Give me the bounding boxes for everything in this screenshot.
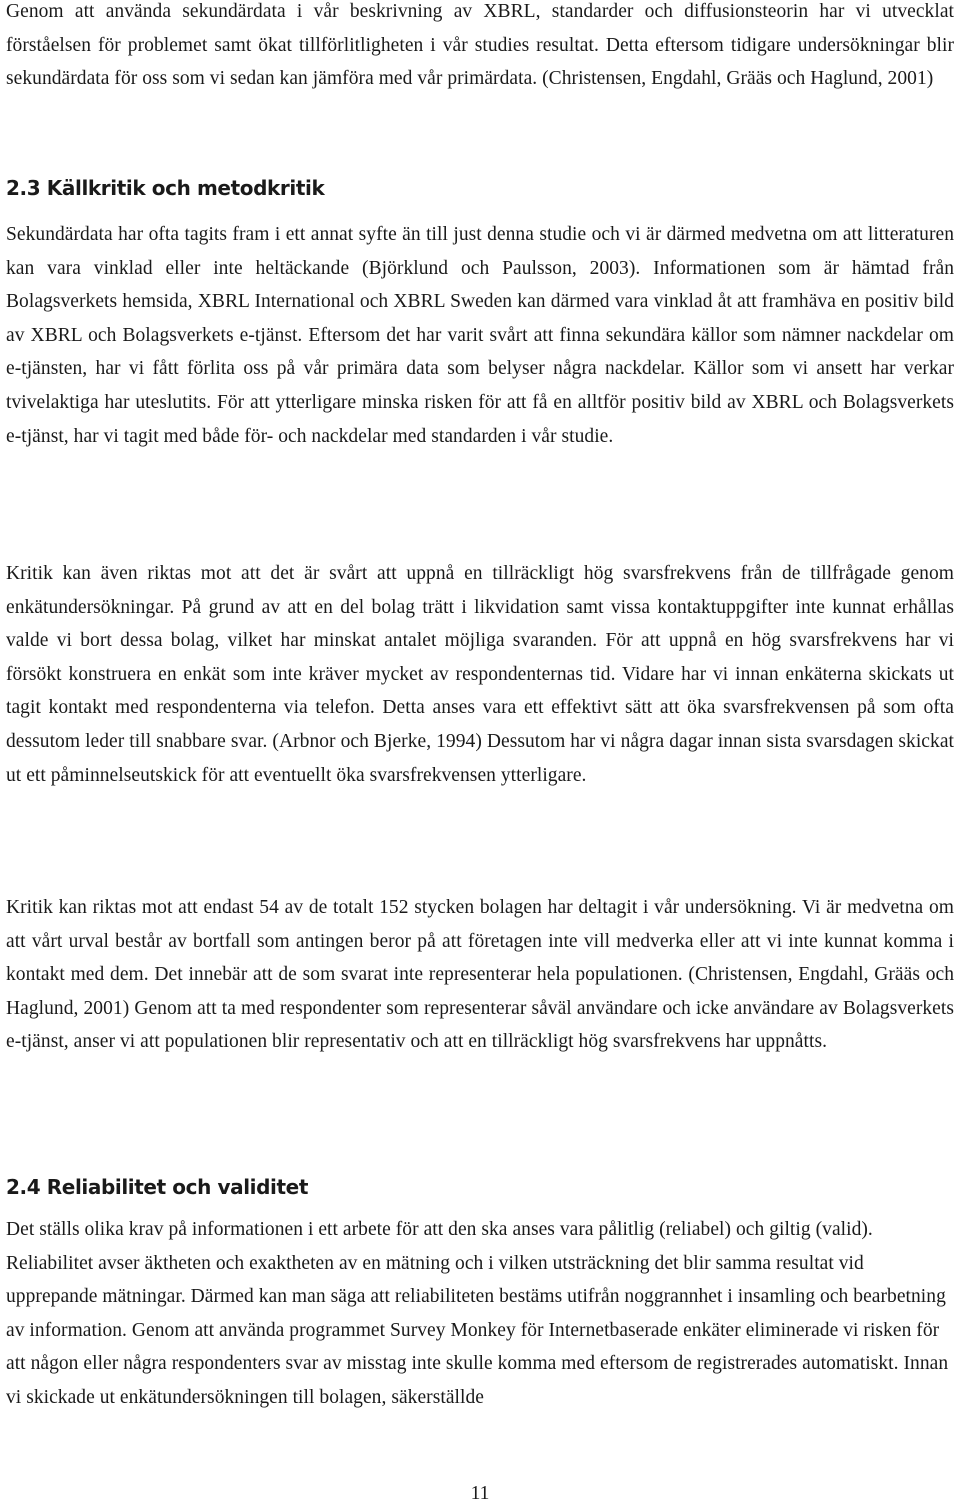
paragraph-sekundardata: Sekundärdata har ofta tagits fram i ett annat syfte än till just denna studie och vi är därmed medvetna om att litteraturen kan vara vinklad eller inte heltäckande (Björklund och Paulsson, 2003). Informationen som är hämtad från Bolagsverkets hemsida, XBRL International och XBRL Sweden kan därmed vara vinklad åt att framhäva en positiv bild av XBRL och Bolagsverkets e-tjänst. Eftersom det har varit svårt att finna sekundära källor som nämner nackdelar om e-tjänsten, har vi fått förlita oss på vår primära data som belyser några nackdelar. Källor som vi ansett har verkar tvivelaktiga har uteslutits. För att ytterligare minska risken för att få en alltför positiv bild av XBRL och Bolagsverkets e-tjänst, har vi tagit med både för- och nackdelar med standarden i vår studie. xyxy=(6,224,954,447)
paragraph-svarsfrekvens: Kritik kan även riktas mot att det är svårt att uppnå en tillräckligt hög svarsfrekvens från de tillfrågade genom enkätundersökningar. På grund av att en del bolag trätt i likvidation samt vissa kontaktuppgifter inte kunnat erhållas valde vi bort dessa bolag, vilket har minskat antalet möjliga svaranden. För att uppnå en hög svarsfrekvens har vi försökt konstruera en enkät som inte kräver mycket av respondenternas tid. Vidare har vi innan enkäterna skickats ut tagit kontakt med respondenterna via telefon. Detta anses vara ett effektivt sätt att öka svarsfrekvensen på som ofta dessutom leder till snabbare svar. (Arbnor och Bjerke, 1994) Dessutom har vi några dagar innan sista svarsdagen skickat ut ett påminnelseutskick för att eventuellt öka svarsfrekvensen ytterligare. xyxy=(6,563,954,786)
section-heading-kallkritik: 2.3 Källkritik och metodkritik xyxy=(6,176,325,200)
paragraph-bortfall: Kritik kan riktas mot att endast 54 av de totalt 152 stycken bolagen har deltagit i vår undersökning. Vi är medvetna om att vårt urval består av bortfall som antingen beror på att företagen inte vill medverka eller att vi inte kunnat komma i kontakt med dem. Det innebär att de som svarat inte representerar hela populationen. (Christensen, Engdahl, Grääs och Haglund, 2001) Genom att ta med respondenter som representerar såväl användare och icke användare av Bolagsverkets e-tjänst, anser vi att populationen blir representativ och att en tillräckligt hög svarsfrekvens har uppnåtts. xyxy=(6,897,954,1053)
paragraph-reliabilitet: Det ställs olika krav på informationen i ett arbete för att den ska anses vara pålitlig (reliabel) och giltig (valid). Reliabilitet avser äktheten och exaktheten av en mätning och i vilken utsträckning det blir samma resultat vid upprepande mätningar. Därmed kan man säga att reliabiliteten bestäms utifrån noggrannhet i insamling och bearbetning av information. Genom att använda programmet Survey Monkey för Internetbaserade enkäter eliminerade vi risken för att någon eller några respondenters svar av misstag inte skulle komma med eftersom de registrerades automatiskt. Innan vi skickade ut enkätundersökningen till bolagen, säkerställde xyxy=(6,1219,949,1408)
intro-paragraph: Genom att använda sekundärdata i vår beskrivning av XBRL, standarder och diffusionsteorin har vi utvecklat förståelsen för problemet samt ökat tillförlitligheten i vår studies resultat. Detta eftersom tidigare undersökningar blir sekundärdata för oss som vi sedan kan jämföra med vår primärdata. (Christensen, Engdahl, Grääs och Haglund, 2001) xyxy=(6,1,954,90)
section-heading-reliabilitet: 2.4 Reliabilitet och validitet xyxy=(6,1175,308,1199)
page-number: 11 xyxy=(470,1483,490,1504)
